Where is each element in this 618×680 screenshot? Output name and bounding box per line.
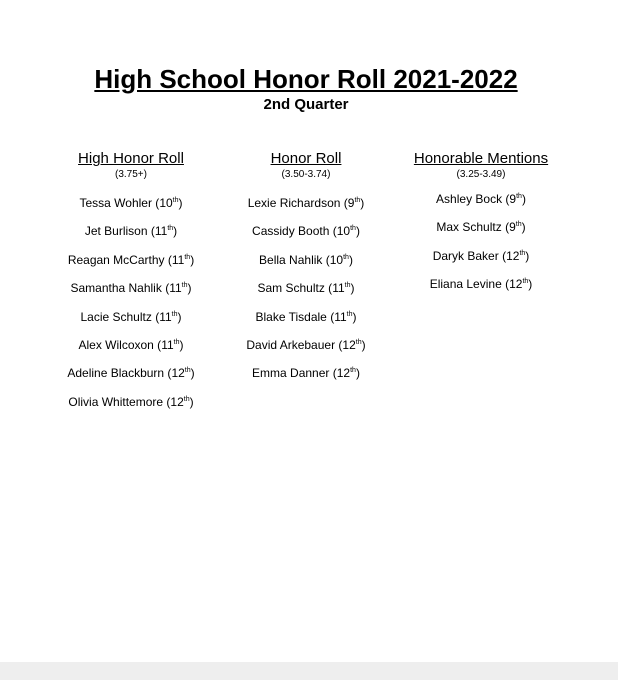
grade-suffix: th <box>343 253 349 261</box>
student-entry: Lacie Schultz (11th) <box>80 309 182 324</box>
student-name: Bella Nahlik <box>259 252 323 267</box>
grade-suffix: th <box>183 395 190 403</box>
grade-suffix: th <box>350 367 356 375</box>
grade-suffix: th <box>354 197 361 204</box>
student-name: Eliana Levine <box>429 277 502 292</box>
grade-suffix: th <box>355 338 362 346</box>
grade-suffix: th <box>344 282 351 290</box>
student-grade: 12 <box>506 248 520 263</box>
grade-suffix: th <box>519 249 526 257</box>
student-name: Adeline Blackburn <box>67 366 165 381</box>
student-entry: Eliana Levine (12th) <box>429 277 533 292</box>
student-grade: 11 <box>159 309 172 324</box>
grade-suffix: th <box>184 253 191 261</box>
student-name: Olivia Whittemore <box>68 394 164 409</box>
grade-suffix: th <box>172 197 179 204</box>
student-name: Lacie Schultz <box>80 309 152 324</box>
student-entry: Sam Schultz (11th) <box>257 281 355 296</box>
student-name: Ashley Bock <box>436 192 503 206</box>
student-name: Samantha Nahlik <box>70 281 162 296</box>
student-name: Lexie Richardson <box>247 196 341 210</box>
student-name: David Arkebauer <box>246 337 336 352</box>
student-name: Alex Wilcoxon <box>78 337 154 352</box>
page-subtitle: 2nd Quarter <box>263 96 349 113</box>
student-entry: Bella Nahlik (10th) <box>259 252 353 267</box>
student-grade: 11 <box>171 252 185 267</box>
student-grade: 9 <box>347 196 355 210</box>
student-name: Sam Schultz <box>257 281 325 296</box>
student-name: Emma Danner <box>252 366 330 381</box>
gpa-range: (3.25-3.49) <box>456 169 506 180</box>
student-name: Daryk Baker <box>432 248 499 263</box>
student-grade: 10 <box>159 196 173 210</box>
grade-suffix: th <box>184 367 191 375</box>
student-entry: Emma Danner (12th) <box>252 366 360 381</box>
student-entry: Olivia Whittemore (12th) <box>68 394 194 409</box>
student-grade: 12 <box>336 366 351 381</box>
grade-suffix: th <box>522 278 529 286</box>
grade-suffix: th <box>346 310 353 318</box>
column-heading: Honor Roll <box>270 150 342 167</box>
grade-suffix: th <box>516 193 522 200</box>
grade-suffix: th <box>167 225 174 233</box>
student-entry: Daryk Baker (12th) <box>432 248 530 263</box>
student-entry: Cassidy Booth (10th) <box>252 224 360 239</box>
student-name: Blake Tisdale <box>255 309 327 324</box>
student-grade: 9 <box>509 220 516 235</box>
student-grade: 11 <box>169 281 182 296</box>
column-honorable-mentions <box>391 150 571 306</box>
gpa-range: (3.50-3.74) <box>281 169 331 180</box>
grade-suffix: th <box>173 338 180 346</box>
student-name: Reagan McCarthy <box>67 252 165 267</box>
column-honor-roll <box>216 150 396 395</box>
student-grade: 12 <box>170 394 184 409</box>
student-grade: 9 <box>509 192 517 206</box>
student-grade: 12 <box>342 337 356 352</box>
student-grade: 11 <box>161 337 174 352</box>
student-list <box>391 192 571 306</box>
student-entry: Tessa Wohler (10th) <box>79 196 183 210</box>
student-entry: Adeline Blackburn (12th) <box>67 366 195 381</box>
column-high-honor-roll <box>41 150 221 423</box>
student-name: Cassidy Booth <box>252 224 330 239</box>
student-entry: Blake Tisdale (11th) <box>255 309 357 324</box>
student-entry: Reagan McCarthy (11th) <box>67 252 195 267</box>
student-grade: 12 <box>509 277 523 292</box>
student-entry: Samantha Nahlik (11th) <box>70 281 192 296</box>
student-entry: Max Schultz (9th) <box>436 220 526 235</box>
gpa-range: (3.75+) <box>115 169 147 180</box>
student-entry: Alex Wilcoxon (11th) <box>78 337 184 352</box>
grade-suffix: th <box>515 221 522 229</box>
student-entry: David Arkebauer (12th) <box>246 337 366 352</box>
student-grade: 12 <box>171 366 185 381</box>
student-entry: Jet Burlison (11th) <box>84 224 178 239</box>
page-title: High School Honor Roll 2021-2022 <box>94 64 518 94</box>
student-grade: 11 <box>334 309 347 324</box>
column-heading: Honorable Mentions <box>413 150 549 167</box>
student-name: Tessa Wohler <box>79 196 152 210</box>
student-grade: 10 <box>329 252 344 267</box>
viewer-bottom-bar <box>0 662 618 680</box>
grade-suffix: th <box>171 310 178 318</box>
student-grade: 11 <box>154 224 168 239</box>
column-heading: High Honor Roll <box>78 150 184 167</box>
student-list <box>41 196 221 423</box>
student-name: Max Schultz <box>436 220 502 235</box>
student-entry: Lexie Richardson (9th) <box>247 196 365 210</box>
grade-suffix: th <box>181 282 188 290</box>
student-grade: 10 <box>336 224 351 239</box>
student-name: Jet Burlison <box>84 224 148 239</box>
student-entry: Ashley Bock (9th) <box>436 192 526 206</box>
student-grade: 11 <box>332 281 345 296</box>
grade-suffix: th <box>350 225 356 233</box>
student-list <box>216 196 396 395</box>
